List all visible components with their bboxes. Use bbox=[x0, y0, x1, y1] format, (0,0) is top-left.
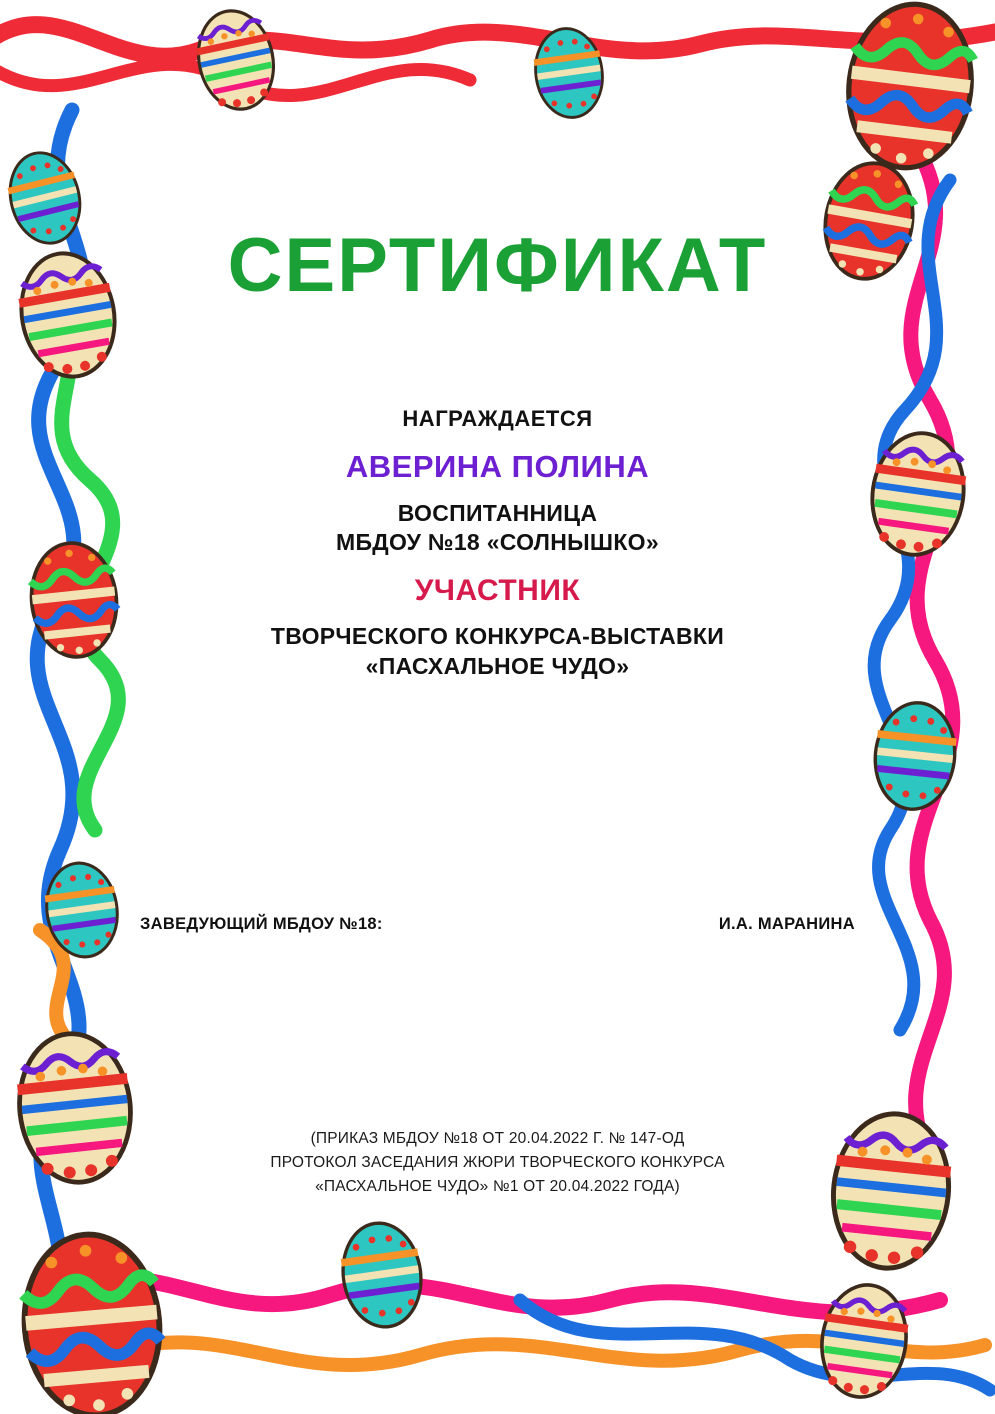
recipient-name: АВЕРИНА ПОЛИНА bbox=[345, 449, 650, 485]
certificate-content bbox=[120, 0, 875, 1414]
page-title: СЕРТИФИКАТ bbox=[227, 223, 768, 308]
contest-line: ТВОРЧЕСКОГО КОНКУРСА-ВЫСТАВКИ bbox=[270, 623, 725, 650]
footnote-line: «ПАСХАЛЬНОЕ ЧУДО» №1 ОТ 20.04.2022 ГОДА) bbox=[315, 1178, 680, 1196]
footnote-line: (ПРИКАЗ МБДОУ №18 ОТ 20.04.2022 Г. № 147-ОД bbox=[310, 1130, 685, 1147]
award-text-block bbox=[120, 405, 875, 681]
status-badge: УЧАСТНИК bbox=[414, 573, 581, 607]
recipient-role: ВОСПИТАННИЦА bbox=[397, 499, 598, 526]
footnote bbox=[120, 1127, 875, 1199]
contest-name: «ПАСХАЛЬНОЕ ЧУДО» bbox=[365, 652, 630, 679]
signature-label: ЗАВЕДУЮЩИЙ МБДОУ №18: bbox=[140, 915, 383, 933]
organization-name: МБДОУ №18 «СОЛНЫШКО» bbox=[336, 529, 659, 556]
awarded-label: НАГРАЖДАЕТСЯ bbox=[402, 406, 593, 431]
signature-person: И.А. МАРАНИНА bbox=[718, 915, 855, 933]
footnote-line: ПРОТОКОЛ ЗАСЕДАНИЯ ЖЮРИ ТВОРЧЕСКОГО КОНКУРСА bbox=[270, 1154, 725, 1172]
signature-row bbox=[140, 915, 855, 934]
